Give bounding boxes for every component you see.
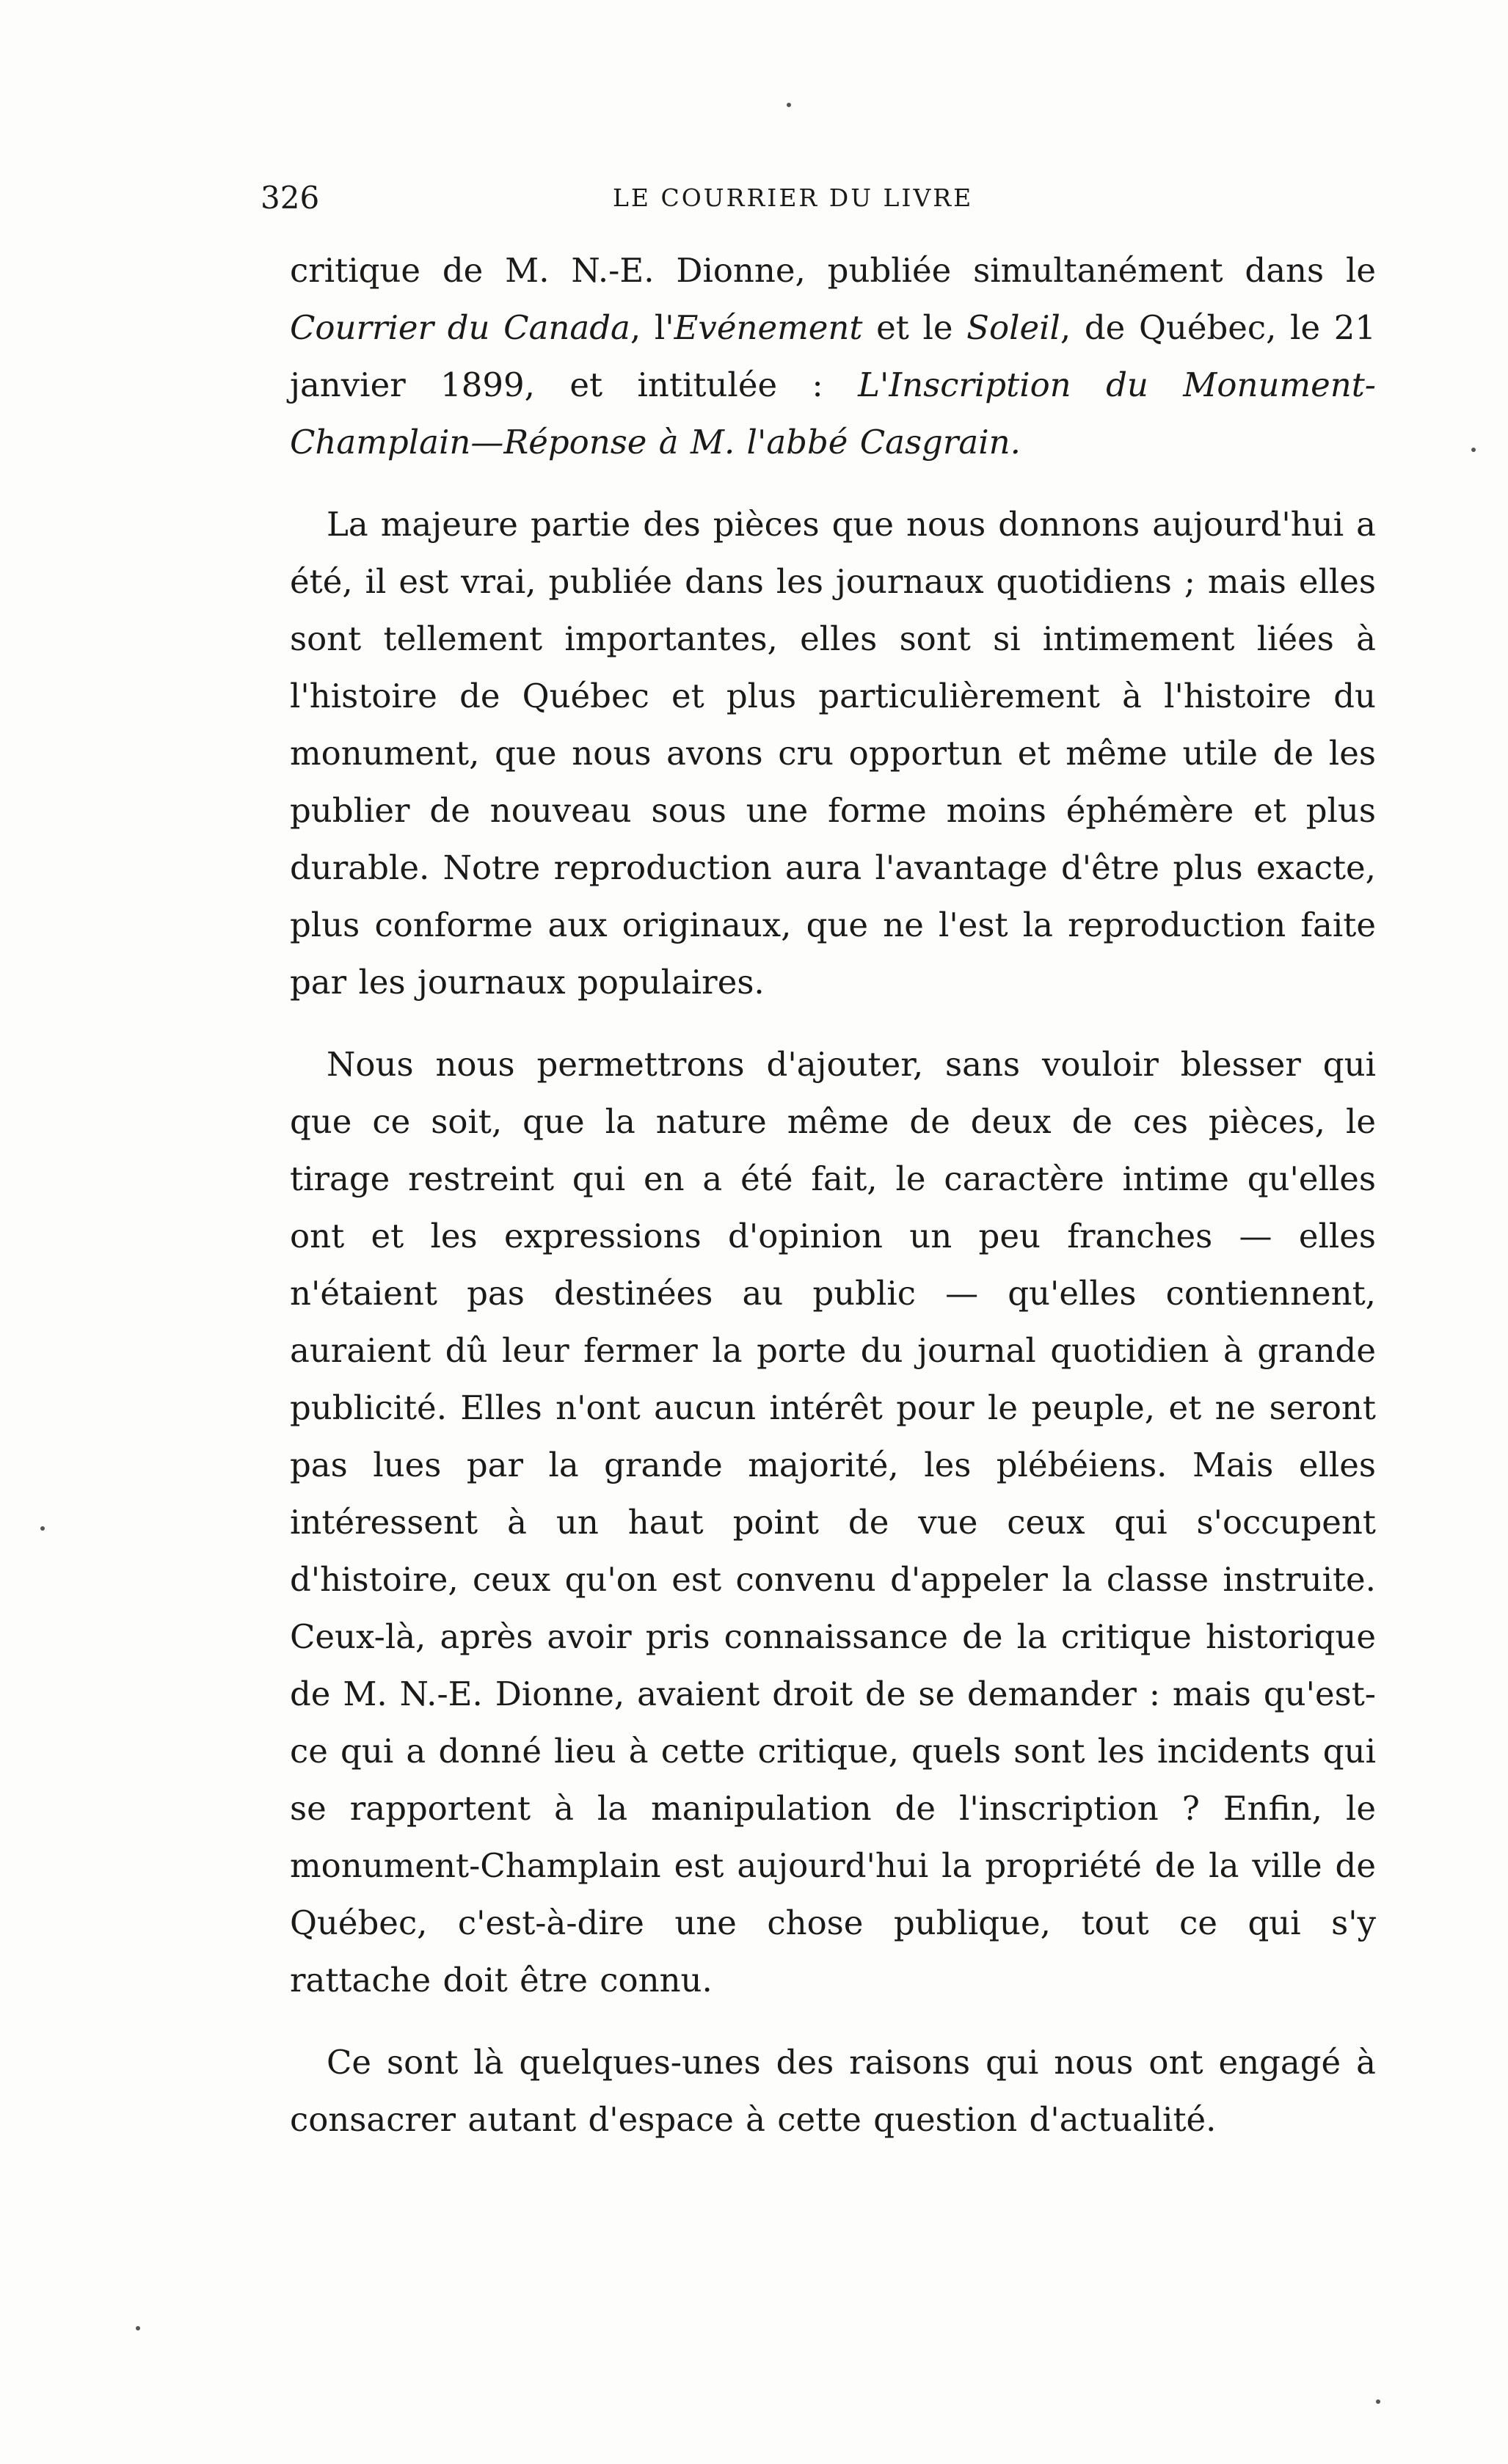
paragraph-1-text-3: et le [862,308,967,347]
paragraph-1-title-inscription: L'Inscription du Monument-Champlain—Réponse à M. l'abbé Casgrain. [290,365,1376,462]
paragraph-1-text-4: , de Québec, le 21 janvier 1899, et intitulée : [290,308,1376,404]
body-text [290,242,1376,2173]
print-speck [787,103,791,107]
paragraph-1-text-1: critique de M. N.-E. Dionne, publiée simultanément dans le [290,251,1376,290]
print-speck [136,2326,140,2330]
paragraph-1-text-2: , l' [630,308,674,347]
print-speck [1471,448,1476,452]
paragraph-1-title-evenement: Evénement [674,308,863,347]
paragraph-1-title-soleil: Soleil [966,308,1060,347]
running-head: LE COURRIER DU LIVRE [613,183,974,212]
print-speck [40,1526,45,1531]
print-speck [1376,2399,1380,2404]
paragraph-1 [290,242,1376,471]
paragraph-3: Nous nous permettrons d'ajouter, sans vouloir blesser qui que ce soit, que la nature même de deux de ces pièces, le tirage restreint qui en a été fait, le caractère intime qu'elles ont et les expressions d'opinion un peu franches — elles n'étaient pas destinées au public — qu'elles contiennent, auraient dû leur fermer la porte du journal quotidien à grande publicité. Elles n'ont aucun intérêt pour le peuple, et ne seront pas lues par la grande majorité, les plébéiens. Mais elles intéressent à un haut point de vue ceux qui s'occupent d'histoire, ceux qu'on est convenu d'appeler la classe instruite. Ceux-là, après avoir pris connaissance de la critique historique de M. N.-E. Dionne, avaient droit de se demander : mais qu'est-ce qui a donné lieu à cette critique, quels sont les incidents qui se rapportent à la manipulation de l'inscription ? Enfin, le monument-Champlain est aujourd'hui la propriété de la ville de Québec, c'est-à-dire une chose publique, tout ce qui s'y rattache doit être connu. [290,1045,1376,2000]
page-number: 326 [261,180,320,216]
paragraph-4: Ce sont là quelques-unes des raisons qui nous ont engagé à consacrer autant d'espace à cette question d'actualité. [290,2043,1376,2139]
paragraph-2: La majeure partie des pièces que nous donnons aujourd'hui a été, il est vrai, publiée dans les journaux quotidiens ; mais elles sont tellement importantes, elles sont si intimement liées à l'histoire de Québec et plus particulièrement à l'histoire du monument, que nous avons cru opportun et même utile de les publier de nouveau sous une forme moins éphémère et plus durable. Notre reproduction aura l'avantage d'être plus exacte, plus conforme aux originaux, que ne l'est la reproduction faite par les journaux populaires. [290,505,1376,1002]
page-header [261,176,1376,220]
paragraph-1-title-courrier: Courrier du Canada [290,308,630,347]
